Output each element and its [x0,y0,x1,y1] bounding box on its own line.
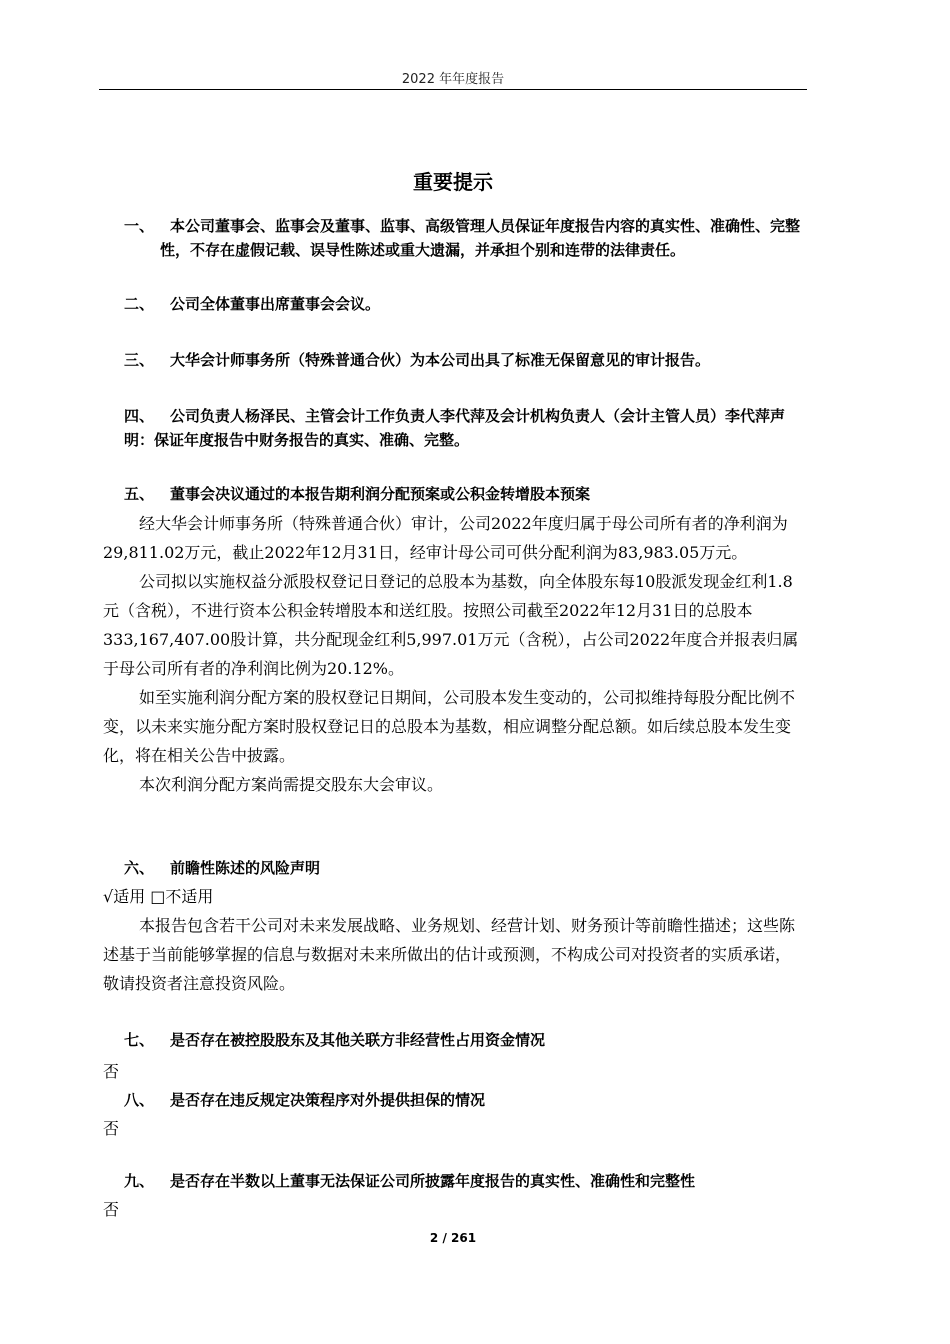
item-7-text: 是否存在被控股股东及其他关联方非经营性占用资金情况 [170,1031,546,1049]
section-5-body [103,509,803,799]
section-6-paragraph: 本报告包含若干公司对未来发展战略、业务规划、经营计划、财务预计等前瞻性描述；这些陈述基于当前能够掌握的信息与数据对未来所做出的估计或预测，不构成公司对投资者的实质承诺，敬请投资者注意投资风险。 [103,916,796,993]
item-9-number: 九、 [124,1172,155,1190]
item-7-number: 七、 [124,1031,155,1049]
item-5-number: 五、 [124,485,155,503]
section-6-options: √适用 □不适用 [103,887,214,906]
item-1-text: 本公司董事会、监事会及董事、监事、高级管理人员保证年度报告内容的真实性、准确性、完整性，不存在虚假记载、误导性陈述或重大遗漏，并承担个别和连带的法律责任。 [160,217,801,259]
item-6-text: 前瞻性陈述的风险声明 [170,859,321,877]
item-9-answer: 否 [103,1200,120,1219]
page-number: 2 / 261 [429,1231,477,1245]
item-8 [124,1088,814,1112]
item-5-text: 董事会决议通过的本报告期利润分配预案或公积金转增股本预案 [170,485,591,503]
item-7-answer: 否 [103,1062,120,1081]
item-5 [124,482,814,506]
item-9-text: 是否存在半数以上董事无法保证公司所披露年度报告的真实性、准确性和完整性 [170,1172,696,1190]
section-5-paragraph-2: 公司拟以实施权益分派股权登记日登记的总股本为基数，向全体股东每10股派发现金红利1.8元（含税），不进行资本公积金转增股本和送红股。按照公司截至2022年12月31日的总股本333,167,407.00股计算，共分配现金红利5,997.01万元（含税），占公司2022年度合并报表归属于母公司所有者的净利润比例为20.12%。 [103,572,799,678]
page-title: 重要提示 [413,170,493,194]
item-3 [124,348,814,372]
item-6-number: 六、 [124,859,155,877]
item-8-text: 是否存在违反规定决策程序对外提供担保的情况 [170,1091,486,1109]
item-3-text: 大华会计师事务所（特殊普通合伙）为本公司出具了标准无保留意见的审计报告。 [170,351,711,369]
page-header: 2022 年年度报告 [401,72,505,87]
section-6-body [103,882,803,998]
item-1 [124,214,814,262]
item-2 [124,292,814,316]
item-8-answer: 否 [103,1119,120,1138]
item-4-number: 四、 [124,407,155,425]
section-5-paragraph-4: 本次利润分配方案尚需提交股东大会审议。 [139,775,444,794]
item-4 [124,404,814,452]
item-6 [124,856,814,880]
item-2-number: 二、 [124,295,155,313]
item-1-number: 一、 [124,217,155,235]
section-5-paragraph-1: 经大华会计师事务所（特殊普通合伙）审计，公司2022年度归属于母公司所有者的净利润为29,811.02万元，截止2022年12月31日，经审计母公司可供分配利润为83,983.05万元。 [103,514,788,562]
item-4-text: 公司负责人杨泽民、主管会计工作负责人李代萍及会计机构负责人（会计主管人员）李代萍声明：保证年度报告中财务报告的真实、准确、完整。 [124,407,786,449]
item-3-number: 三、 [124,351,155,369]
item-2-text: 公司全体董事出席董事会会议。 [170,295,381,313]
section-5-paragraph-3: 如至实施利润分配方案的股权登记日期间，公司股本发生变动的，公司拟维持每股分配比例不变，以未来实施分配方案时股权登记日的总股本为基数，相应调整分配总额。如后续总股本发生变化，将在相关公告中披露。 [103,688,796,765]
item-7 [124,1028,814,1052]
item-9 [124,1169,814,1193]
item-8-number: 八、 [124,1091,155,1109]
header-rule [99,89,807,90]
